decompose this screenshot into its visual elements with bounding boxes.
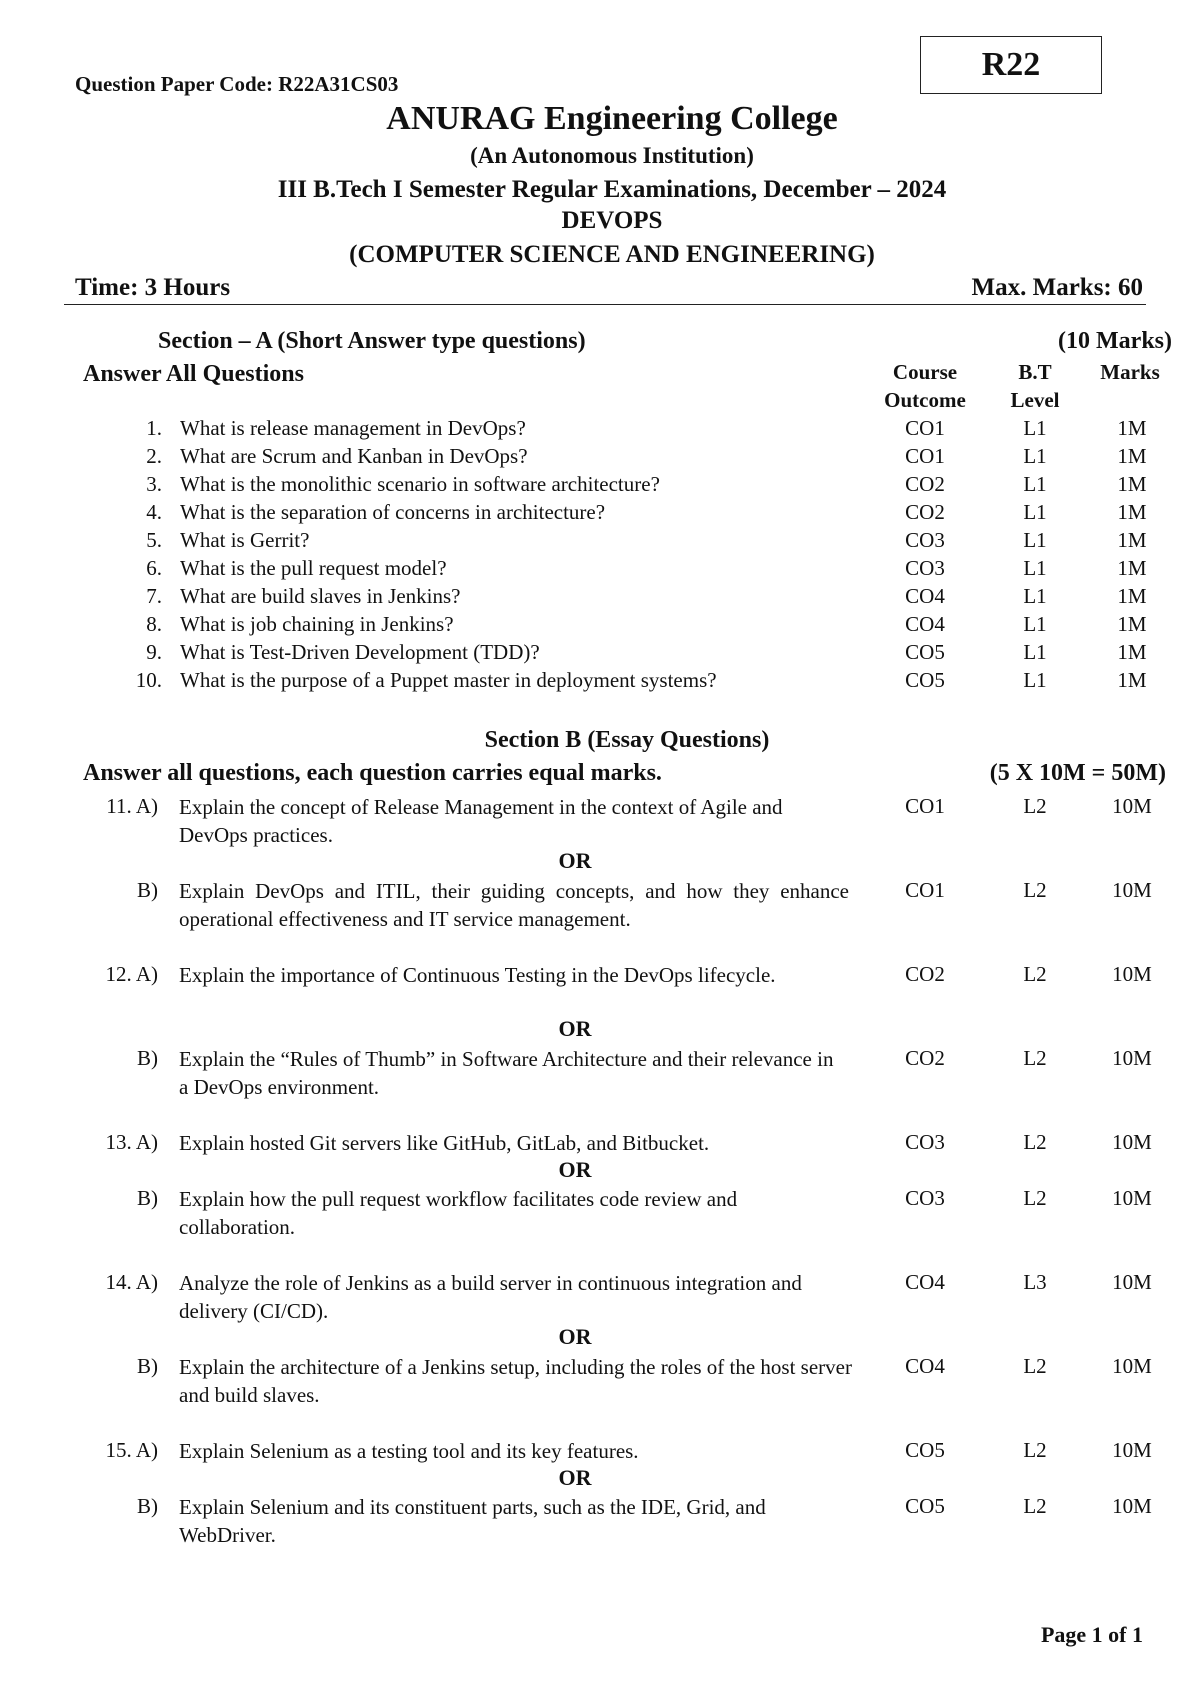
regulation-label: R22 xyxy=(981,46,1041,83)
bt-level: L2 xyxy=(1023,962,1047,986)
bt-level: L1 xyxy=(1023,416,1047,440)
or-separator: OR xyxy=(558,848,592,873)
bt-level: L2 xyxy=(1023,1354,1047,1378)
question-text: What is job chaining in Jenkins? xyxy=(180,612,454,636)
question-marks: 1M xyxy=(1117,556,1147,580)
question-text: What are Scrum and Kanban in DevOps? xyxy=(180,444,528,468)
question-marks: 1M xyxy=(1117,528,1147,552)
question-marks: 1M xyxy=(1117,612,1147,636)
question-number: 8. xyxy=(146,612,162,636)
course-outcome: CO2 xyxy=(905,1046,945,1070)
max-marks: Max. Marks: 60 xyxy=(971,274,1143,301)
course-outcome: CO1 xyxy=(905,794,945,818)
question-number: 13. A) xyxy=(105,1130,158,1154)
question-number: 11. A) xyxy=(106,794,158,818)
bt-level: L1 xyxy=(1023,668,1047,692)
question-text: Analyze the role of Jenkins as a build server in continuous integration and delivery (CI/CD). xyxy=(179,1271,802,1323)
question-marks: 10M xyxy=(1112,962,1152,986)
question-text: What is the purpose of a Puppet master in deployment systems? xyxy=(180,668,717,692)
bt-level: L1 xyxy=(1023,472,1047,496)
question-text: Explain the concept of Release Management in the context of Agile and DevOps practices. xyxy=(179,795,783,847)
question-marks: 1M xyxy=(1117,472,1147,496)
bt-level: L2 xyxy=(1023,1438,1047,1462)
course-outcome: CO4 xyxy=(905,1354,945,1378)
course-outcome: CO5 xyxy=(905,640,945,664)
question-text: What are build slaves in Jenkins? xyxy=(180,584,461,608)
col-header-marks: Marks xyxy=(1100,360,1160,384)
question-marks: 10M xyxy=(1112,1270,1152,1294)
bt-level: L3 xyxy=(1023,1270,1047,1294)
question-number: 5. xyxy=(146,528,162,552)
subject-title: DEVOPS xyxy=(561,207,663,234)
bt-level: L1 xyxy=(1023,444,1047,468)
bt-level: L1 xyxy=(1023,556,1047,580)
question-number: B) xyxy=(137,1494,158,1518)
question-text: What is the monolithic scenario in software architecture? xyxy=(180,472,660,496)
college-name: ANURAG Engineering College xyxy=(386,100,838,137)
question-marks: 10M xyxy=(1112,878,1152,902)
section-b-title: Section B (Essay Questions) xyxy=(484,727,770,753)
section-a-instruction: Answer All Questions xyxy=(83,361,304,387)
question-text: What is Gerrit? xyxy=(180,528,310,552)
question-number: B) xyxy=(137,1186,158,1210)
course-outcome: CO5 xyxy=(905,1438,945,1462)
question-text: Explain the “Rules of Thumb” in Software Architecture and their relevance in a DevOps environment. xyxy=(179,1047,834,1099)
course-outcome: CO2 xyxy=(905,472,945,496)
col-header-course: Course xyxy=(892,360,958,384)
page-number: Page 1 of 1 xyxy=(1040,1622,1143,1647)
autonomous-label: (An Autonomous Institution) xyxy=(470,143,754,168)
question-marks: 10M xyxy=(1112,1130,1152,1154)
or-separator: OR xyxy=(558,1324,592,1349)
bt-level: L1 xyxy=(1023,640,1047,664)
course-outcome: CO3 xyxy=(905,1130,945,1154)
bt-level: L1 xyxy=(1023,500,1047,524)
question-marks: 1M xyxy=(1117,444,1147,468)
question-number: B) xyxy=(137,1354,158,1378)
question-text: What is release management in DevOps? xyxy=(180,416,526,440)
exam-title: III B.Tech I Semester Regular Examinations, December – 2024 xyxy=(277,176,947,203)
or-separator: OR xyxy=(558,1016,592,1041)
course-outcome: CO1 xyxy=(905,878,945,902)
or-separator: OR xyxy=(558,1465,592,1490)
question-number: B) xyxy=(137,1046,158,1070)
question-text: Explain how the pull request workflow facilitates code review and collaboration. xyxy=(179,1187,738,1239)
course-outcome: CO5 xyxy=(905,668,945,692)
course-outcome: CO2 xyxy=(905,500,945,524)
question-number: 15. A) xyxy=(105,1438,158,1462)
branch-title: (COMPUTER SCIENCE AND ENGINEERING) xyxy=(349,241,875,268)
question-marks: 10M xyxy=(1112,1438,1152,1462)
section-a-marks: (10 Marks) xyxy=(1058,328,1172,354)
question-text: Explain Selenium and its constituent parts, such as the IDE, Grid, and WebDriver. xyxy=(179,1495,766,1547)
question-text: What is the separation of concerns in architecture? xyxy=(180,500,606,524)
regulation-box xyxy=(920,36,1102,94)
question-marks: 1M xyxy=(1117,668,1147,692)
question-text: Explain DevOps and ITIL, their guiding concepts, and how they enhance operational effectiveness and IT service management. xyxy=(179,879,849,931)
question-text: Explain Selenium as a testing tool and its key features. xyxy=(179,1439,639,1463)
question-marks: 10M xyxy=(1112,1494,1152,1518)
course-outcome: CO3 xyxy=(905,1186,945,1210)
question-number: 14. A) xyxy=(105,1270,158,1294)
bt-level: L2 xyxy=(1023,1186,1047,1210)
exam-time: Time: 3 Hours xyxy=(75,274,231,301)
bt-level: L2 xyxy=(1023,1130,1047,1154)
question-marks: 1M xyxy=(1117,500,1147,524)
course-outcome: CO3 xyxy=(905,556,945,580)
question-marks: 10M xyxy=(1112,1046,1152,1070)
question-number: 4. xyxy=(146,500,162,524)
course-outcome: CO5 xyxy=(905,1494,945,1518)
question-number: 6. xyxy=(146,556,162,580)
question-marks: 1M xyxy=(1117,584,1147,608)
question-number: B) xyxy=(137,878,158,902)
question-marks: 1M xyxy=(1117,416,1147,440)
question-marks: 10M xyxy=(1112,1186,1152,1210)
course-outcome: CO3 xyxy=(905,528,945,552)
question-marks: 10M xyxy=(1112,794,1152,818)
section-b-instruction: Answer all questions, each question carries equal marks. xyxy=(83,760,662,786)
question-number: 1. xyxy=(146,416,162,440)
question-marks: 10M xyxy=(1112,1354,1152,1378)
course-outcome: CO1 xyxy=(905,444,945,468)
col-header-bt: B.T xyxy=(1018,360,1052,384)
bt-level: L1 xyxy=(1023,612,1047,636)
bt-level: L2 xyxy=(1023,1494,1047,1518)
question-number: 12. A) xyxy=(105,962,158,986)
question-number: 3. xyxy=(146,472,162,496)
bt-level: L1 xyxy=(1023,528,1047,552)
course-outcome: CO4 xyxy=(905,612,945,636)
question-number: 10. xyxy=(135,668,162,692)
question-text: What is the pull request model? xyxy=(180,556,447,580)
course-outcome: CO4 xyxy=(905,584,945,608)
question-text: Explain the architecture of a Jenkins setup, including the roles of the host server and build slaves. xyxy=(179,1355,852,1407)
course-outcome: CO1 xyxy=(905,416,945,440)
question-text: What is Test-Driven Development (TDD)? xyxy=(180,640,540,664)
question-number: 9. xyxy=(146,640,162,664)
question-number: 2. xyxy=(146,444,162,468)
question-number: 7. xyxy=(146,584,162,608)
question-marks: 1M xyxy=(1117,640,1147,664)
section-b-marks: (5 X 10M = 50M) xyxy=(989,760,1166,786)
bt-level: L2 xyxy=(1023,1046,1047,1070)
col-header-outcome: Outcome xyxy=(884,388,966,412)
question-text: Explain hosted Git servers like GitHub, GitLab, and Bitbucket. xyxy=(179,1131,710,1155)
course-outcome: CO2 xyxy=(905,962,945,986)
paper-code: Question Paper Code: R22A31CS03 xyxy=(75,72,399,96)
question-text: Explain the importance of Continuous Testing in the DevOps lifecycle. xyxy=(179,963,776,987)
section-a-title: Section – A (Short Answer type questions) xyxy=(158,328,586,354)
col-header-level: Level xyxy=(1010,388,1060,412)
bt-level: L2 xyxy=(1023,794,1047,818)
bt-level: L2 xyxy=(1023,878,1047,902)
or-separator: OR xyxy=(558,1157,592,1182)
course-outcome: CO4 xyxy=(905,1270,945,1294)
header-divider xyxy=(64,304,1146,305)
bt-level: L1 xyxy=(1023,584,1047,608)
